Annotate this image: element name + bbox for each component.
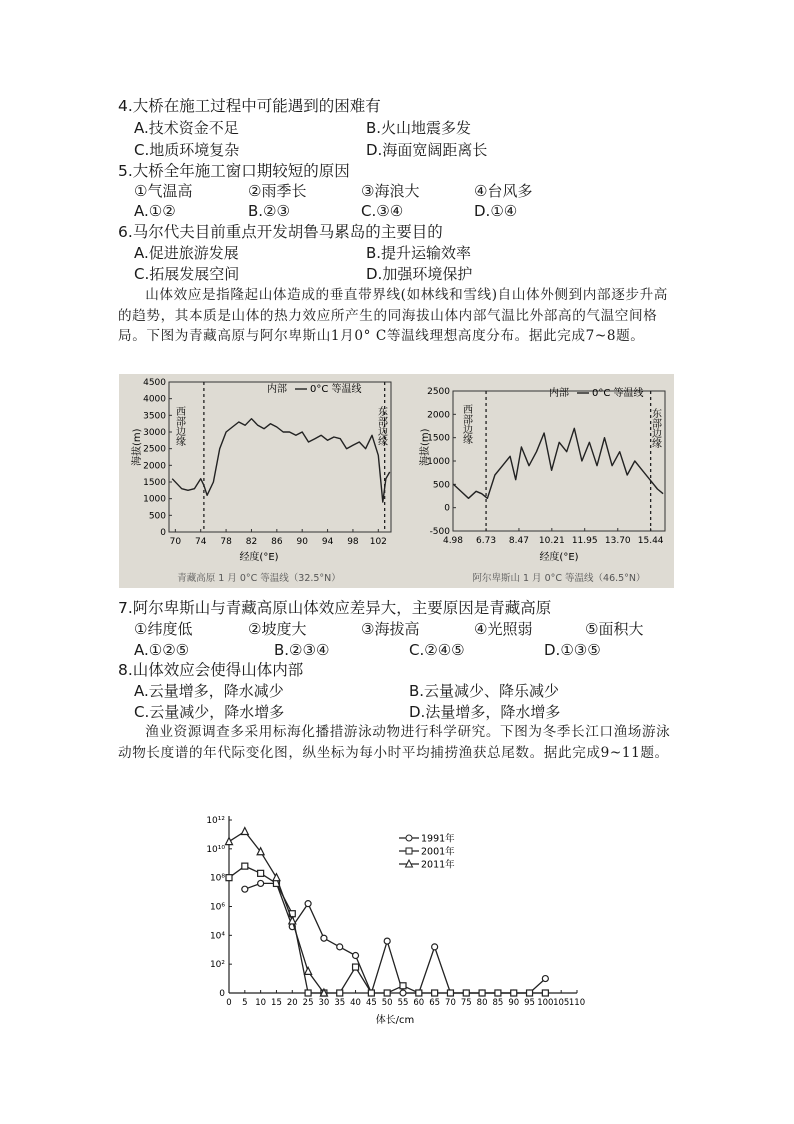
right-x-tick-label: 13.70 [604, 536, 631, 546]
chart3-point-square [542, 990, 548, 996]
chart3-series-line [245, 883, 546, 993]
left-east-label: 东部边缘 [375, 406, 387, 446]
chart3-x-tick-label: 35 [334, 998, 346, 1008]
chart3-y-tick-label: 10⁶ [209, 902, 225, 913]
chart3-y-tick-label: 10² [209, 960, 225, 971]
intro-paragraph-9-11: 渔业资源调查多采用标海化播措游泳动物进行科学研究。下图为冬季长江口渔场游泳动物长度谱的年代际变化图，纵坐标为每小时平均捕捞渔获总尾数。据此完成9~11题。 [118, 724, 671, 761]
chart3-point-square [479, 990, 485, 996]
chart3-x-tick-label: 45 [365, 998, 377, 1008]
q7-option-b: B.②③④ [274, 641, 330, 659]
q8-option-a: A.云量增多，降水减少 [134, 682, 284, 700]
chart3-x-tick-label: 60 [413, 998, 425, 1008]
q7-option-c: C.②④⑤ [409, 641, 465, 659]
chart3-point-square [353, 964, 359, 970]
chart3-point-triangle [305, 967, 312, 974]
chart3-point-triangle [241, 828, 248, 835]
chart3-x-tick-label: 65 [429, 998, 441, 1008]
left-y-tick-label: 1000 [143, 494, 166, 505]
q5-item-2: ②雨季长 [248, 182, 307, 200]
right-isotherm-line [453, 428, 663, 498]
chart3-legend [399, 833, 455, 871]
right-y-tick-label: 1000 [427, 457, 450, 467]
chart3-x-tick-label: 40 [350, 998, 361, 1008]
chart3-point-square [432, 990, 438, 996]
chart3-point-circle [400, 990, 406, 996]
q7-item-2: ②坡度大 [248, 620, 307, 638]
left-y-tick-label: 500 [148, 511, 166, 522]
q5-item-4: ④台风多 [474, 182, 533, 200]
q5-option-a: A.①② [134, 202, 176, 220]
chart3-legend-label: 2011年 [421, 859, 455, 871]
left-x-tick-label: 74 [194, 537, 207, 547]
q5-item-1: ①气温高 [134, 182, 193, 200]
right-y-tick-label: 500 [432, 480, 450, 491]
chart3-point-circle [321, 935, 327, 941]
chart3-legend-square [406, 848, 412, 854]
chart3-point-circle [353, 953, 359, 959]
length-spectrum-chart [195, 808, 605, 1034]
chart3-point-square [527, 990, 533, 996]
chart3-x-tick-label: 75 [460, 998, 472, 1008]
chart3-y-tick-label: 10¹⁰ [206, 844, 225, 855]
left-y-tick-label: 4000 [143, 394, 166, 405]
length-spectrum-svg [195, 808, 605, 1030]
left-x-tick-label: 78 [220, 537, 232, 547]
chart3-x-tick-label: 0 [226, 998, 232, 1008]
q5-option-d: D.①④ [474, 202, 518, 220]
right-y-tick-label: 1500 [427, 433, 450, 444]
chart3-y-tick-label: 10⁸ [209, 873, 225, 884]
q5-item-3: ③海浪大 [361, 182, 420, 200]
chart3-series-line [229, 832, 324, 994]
right-caption: 阿尔卑斯山 1 月 0°C 等温线（46.5°N） [472, 573, 646, 584]
left-x-label: 经度(°E) [239, 552, 279, 563]
chart3-point-square [226, 875, 232, 881]
chart3-series [226, 828, 549, 996]
chart3-point-square [400, 983, 406, 989]
right-x-tick-label: 8.47 [508, 536, 529, 546]
chart3-point-square [242, 863, 248, 869]
q8-option-b: B.云量减少、降乐减少 [409, 682, 560, 700]
chart3-y-tick-label: 10⁴ [209, 931, 225, 942]
left-y-tick-label: 2000 [143, 461, 166, 472]
chart3-point-square [447, 990, 453, 996]
q7-item-3: ③海拔高 [361, 620, 420, 638]
left-x-tick-label: 94 [321, 537, 334, 547]
right-x-label: 经度(°E) [539, 552, 579, 563]
left-x-tick-label: 90 [296, 537, 308, 547]
chart3-x-tick-label: 20 [286, 998, 298, 1008]
chart3-point-square [511, 990, 517, 996]
chart3-x-tick-label: 30 [318, 998, 330, 1008]
right-y-tick-label: -500 [429, 527, 450, 537]
chart3-x-tick-label: 10 [255, 998, 267, 1008]
right-legend-inner: 内部 [549, 388, 569, 399]
chart3-point-circle [542, 976, 548, 982]
left-legend-isotherm: 0°C 等温线 [310, 384, 362, 395]
q4-stem: 4.大桥在施工过程中可能遇到的困难有 [118, 97, 381, 115]
q6-option-c: C.拓展发展空间 [134, 265, 240, 283]
left-chart-frame [169, 382, 391, 532]
right-y-tick-label: 0 [444, 503, 450, 514]
q6-option-a: A.促进旅游发展 [134, 244, 239, 262]
q7-stem: 7.阿尔卑斯山与青藏高原山体效应差异大，主要原因是青藏高原 [118, 599, 552, 617]
q5-stem: 5.大桥全年施工窗口期较短的原因 [118, 162, 350, 180]
chart3-point-circle [337, 944, 343, 950]
q5-option-c: C.③④ [361, 202, 404, 220]
q4-option-b: B.火山地震多发 [366, 119, 472, 137]
intro-paragraph-7-8: 山体效应是指隆起山体造成的垂直带界线(如林线和雪线)自山体外侧到内部逐步升高的趋势，其本质是山体的热力效应所产生的同海拔山体内部气温比外部高的气温空间格局。下图为青藏高原与阿尔卑斯山1月0° C等温线理想高度分布。据此完成7~8题。 [118, 287, 668, 344]
left-x-tick-label: 86 [271, 537, 283, 547]
right-x-tick-label: 6.73 [476, 536, 497, 546]
chart3-x-tick-label: 85 [492, 998, 504, 1008]
left-y-tick-label: 2500 [143, 444, 166, 455]
chart3-point-square [495, 990, 501, 996]
q6-option-d: D.加强环境保护 [366, 265, 473, 283]
chart3-point-circle [305, 901, 311, 907]
q6-stem: 6.马尔代夫目前重点开发胡鲁马累岛的主要目的 [118, 223, 443, 241]
right-chart-frame [453, 391, 665, 531]
chart3-point-square [463, 990, 469, 996]
right-y-label: 海拔(m) [420, 428, 431, 466]
chart3-x-tick-label: 5 [242, 998, 248, 1008]
left-x-tick-label: 102 [369, 537, 387, 547]
isotherm-figure [119, 374, 674, 588]
chart3-x-tick-label: 25 [302, 998, 314, 1008]
right-y-tick-label: 2000 [427, 410, 450, 421]
left-west-label: 西部边缘 [173, 406, 185, 446]
chart3-point-circle [242, 886, 248, 892]
left-x-tick-label: 70 [169, 537, 182, 547]
left-y-tick-label: 3000 [143, 428, 166, 438]
left-y-tick-label: 4500 [143, 378, 166, 388]
chart3-x-tick-label: 95 [524, 998, 535, 1008]
left-y-tick-label: 1500 [143, 478, 166, 488]
q8-option-c: C.云量减少，降水增多 [134, 703, 285, 721]
q5-option-b: B.②③ [248, 202, 290, 220]
chart3-point-square [337, 990, 343, 996]
chart3-x-label: 体长/cm [375, 1015, 415, 1026]
chart3-y-tick-label: 0 [219, 989, 225, 999]
chart3-x-tick-label: 105 [553, 998, 570, 1008]
right-east-label: 东部边缘 [649, 408, 661, 448]
chart3-point-triangle [226, 838, 233, 845]
chart3-x-tick-label: 100 [537, 998, 554, 1008]
left-x-tick-label: 82 [245, 537, 258, 547]
chart3-point-square [368, 990, 374, 996]
left-y-tick-label: 3500 [143, 411, 166, 422]
q4-option-a: A.技术资金不足 [134, 119, 239, 137]
chart3-x-tick-label: 15 [271, 998, 282, 1008]
left-y-tick-label: 0 [160, 528, 166, 538]
left-legend-inner: 内部 [267, 384, 287, 395]
chart3-point-circle [258, 880, 264, 886]
chart3-legend-label: 1991年 [421, 833, 455, 845]
q7-item-1: ①纬度低 [134, 620, 193, 638]
right-x-tick-label: 11.95 [571, 536, 598, 546]
chart3-x-tick-label: 50 [381, 998, 393, 1008]
chart3-x-tick-label: 90 [508, 998, 520, 1008]
right-west-label: 西部边缘 [460, 404, 472, 444]
left-isotherm-line [172, 419, 390, 502]
left-y-label: 海拔(m) [132, 428, 143, 466]
isotherm-charts [119, 374, 674, 588]
q8-stem: 8.山体效应会使得山体内部 [118, 661, 304, 679]
q7-item-4: ④光照弱 [474, 620, 533, 638]
right-x-tick-label: 4.98 [442, 536, 464, 546]
right-y-axis [427, 387, 456, 537]
q7-item-5: ⑤面积大 [585, 620, 644, 638]
chart3-x-tick-label: 110 [568, 998, 586, 1008]
chart3-point-square [258, 870, 264, 876]
chart3-point-square [384, 990, 390, 996]
right-legend-isotherm: 0°C 等温线 [592, 388, 644, 399]
left-caption: 青藏高原 1 月 0°C 等温线（32.5°N） [177, 573, 341, 584]
left-y-axis [143, 378, 172, 538]
chart3-legend-label: 2001年 [421, 846, 455, 858]
chart3-y-tick-label: 10¹² [206, 816, 225, 826]
chart3-point-circle [432, 944, 438, 950]
q4-option-c: C.地质环境复杂 [134, 141, 240, 159]
left-x-tick-label: 98 [347, 537, 359, 547]
chart3-x-tick-label: 55 [397, 998, 409, 1008]
q8-option-d: D.法量增多，降水增多 [409, 703, 561, 721]
chart3-point-square [416, 990, 422, 996]
chart3-point-square [305, 990, 311, 996]
q4-option-d: D.海面宽阔距离长 [366, 141, 488, 159]
q7-option-d: D.①③⑤ [544, 641, 601, 659]
chart3-x-tick-label: 80 [476, 998, 488, 1008]
right-x-tick-label: 10.21 [538, 536, 565, 546]
q6-option-b: B.提升运输效率 [366, 244, 472, 262]
chart3-legend-circle [406, 835, 412, 841]
chart3-x-tick-label: 70 [445, 998, 456, 1008]
right-x-tick-label: 15.44 [637, 536, 664, 546]
q7-option-a: A.①②⑤ [134, 641, 190, 659]
right-y-tick-label: 2500 [427, 387, 450, 397]
chart3-point-circle [384, 938, 390, 944]
